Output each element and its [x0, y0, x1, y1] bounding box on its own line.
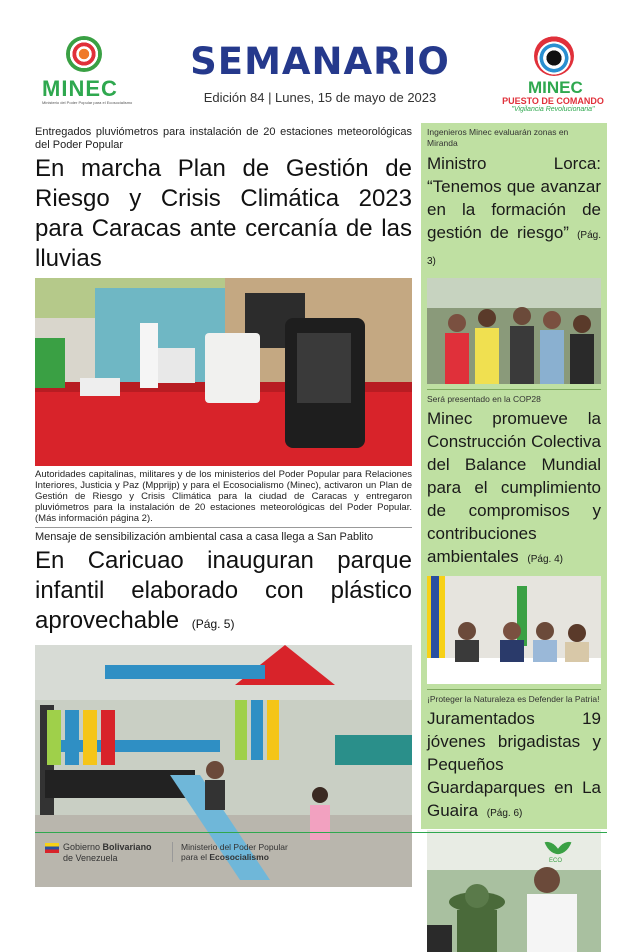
swirl-icon — [66, 36, 102, 72]
second-page-ref: (Pág. 5) — [191, 617, 235, 631]
sidebar-divider — [427, 389, 601, 390]
lead-kicker: Entregados pluviómetros para instalación de 20 estaciones meteorológicas del Poder Popular — [35, 126, 412, 151]
venezuela-flag-icon — [45, 843, 59, 853]
command-logo-slogan: "Vigilancia Revolucionaria" — [511, 106, 595, 113]
minist-line2-pre: para el — [181, 852, 207, 862]
footer — [0, 832, 639, 909]
sidebar-story3-headline-text: Juramentados 19 jóvenes brigadistas y Pequeños Guardaparques en La Guaira — [427, 709, 601, 820]
gob-bold: Bolivariano — [102, 842, 152, 852]
second-kicker: Mensaje de sensibilización ambiental casa a casa llega a San Pablito — [35, 531, 374, 543]
sidebar-story1-headline[interactable] — [427, 152, 601, 273]
gobierno-bolivariano-logo: Gobierno Bolivariano de Venezuela — [45, 842, 152, 863]
command-logo-text: MINEC — [528, 78, 583, 97]
sidebar-story2-page-ref: (Pág. 4) — [527, 554, 563, 565]
ministerio-logo — [172, 842, 288, 862]
section-divider — [35, 527, 412, 528]
eye-icon — [534, 36, 574, 76]
footer-rule — [35, 832, 607, 833]
meeting-photo — [427, 576, 601, 684]
minist-line1: Ministerio del Poder Popular — [181, 842, 288, 852]
eco-leaf-icon — [545, 840, 571, 864]
minist-line2-bold: Ecosocialismo — [209, 852, 269, 862]
puesto-de-comando-logo — [498, 34, 608, 114]
edition-line: Edición 84 | Lunes, 15 de mayo de 2023 — [203, 90, 437, 105]
sidebar-story1-kicker: Ingenieros Minec evaluarán zonas en Miranda — [427, 127, 569, 148]
minec-logo-text: MINEC — [42, 76, 118, 101]
sidebar-story2-photo — [427, 576, 601, 684]
lead-photo — [35, 278, 412, 466]
lead-headline[interactable]: En marcha Plan de Gestión de Riesgo y Crisis Climática 2023 para Caracas ante cercanía de las lluvias — [35, 155, 412, 272]
second-headline[interactable] — [35, 546, 412, 639]
sidebar-divider — [427, 689, 601, 690]
sidebar-story1-headline-text: Ministro Lorca: “Tenemos que avanzar en la formación de gestión de riesgo” — [427, 154, 601, 242]
sidebar-story3-page-ref: (Pág. 6) — [486, 808, 523, 819]
sidebar-story1-page-ref: (Pág. 3) — [427, 230, 601, 267]
eco-label: ECO — [549, 858, 563, 864]
sidebar-story3-kicker: ¡Proteger la Naturaleza es Defender la Patria! — [427, 694, 600, 704]
main-column — [35, 126, 412, 887]
sidebar-story3-headline[interactable] — [427, 707, 601, 825]
minec-logo — [30, 36, 140, 112]
sidebar-story2-kicker: Será presentado en la COP28 — [427, 394, 541, 404]
minister-crowd-photo — [427, 278, 601, 384]
sidebar — [421, 123, 607, 829]
publication-title: SEMANARIO — [190, 40, 450, 83]
sidebar-story1-photo — [427, 278, 601, 384]
sidebar-story2-headline[interactable] — [427, 407, 601, 571]
weather-station-photo — [35, 278, 412, 466]
gob-line2: de Venezuela — [63, 852, 118, 863]
minec-logo-subtitle: Ministerio del Poder Popular para el Ecosocialismo — [42, 100, 133, 105]
command-logo-title: PUESTO DE COMANDO — [502, 96, 604, 106]
lead-caption: Autoridades capitalinas, militares y de los ministerios del Poder Popular para Relaciones Interiores, Justicia y Paz (Mpprijp) y para el Ecosocialismo (Minec), activaron un Plan de Gestión de Riesgo y Crisis Climática para la ciudad de Caracas y entregaron pluviómetros para la instalación de 20 estaciones meteorológicas del Poder Popular. (Más información página 2). — [35, 469, 412, 524]
second-headline-text: En Caricuao inauguran parque infantil elaborado con plástico aprovechable — [35, 547, 412, 634]
sidebar-story2-headline-text: Minec promueve la Construcción Colectiva del Balance Mundial para el cumplimiento de compromisos y contribuciones ambientales — [427, 409, 601, 566]
masthead-header — [0, 0, 639, 118]
